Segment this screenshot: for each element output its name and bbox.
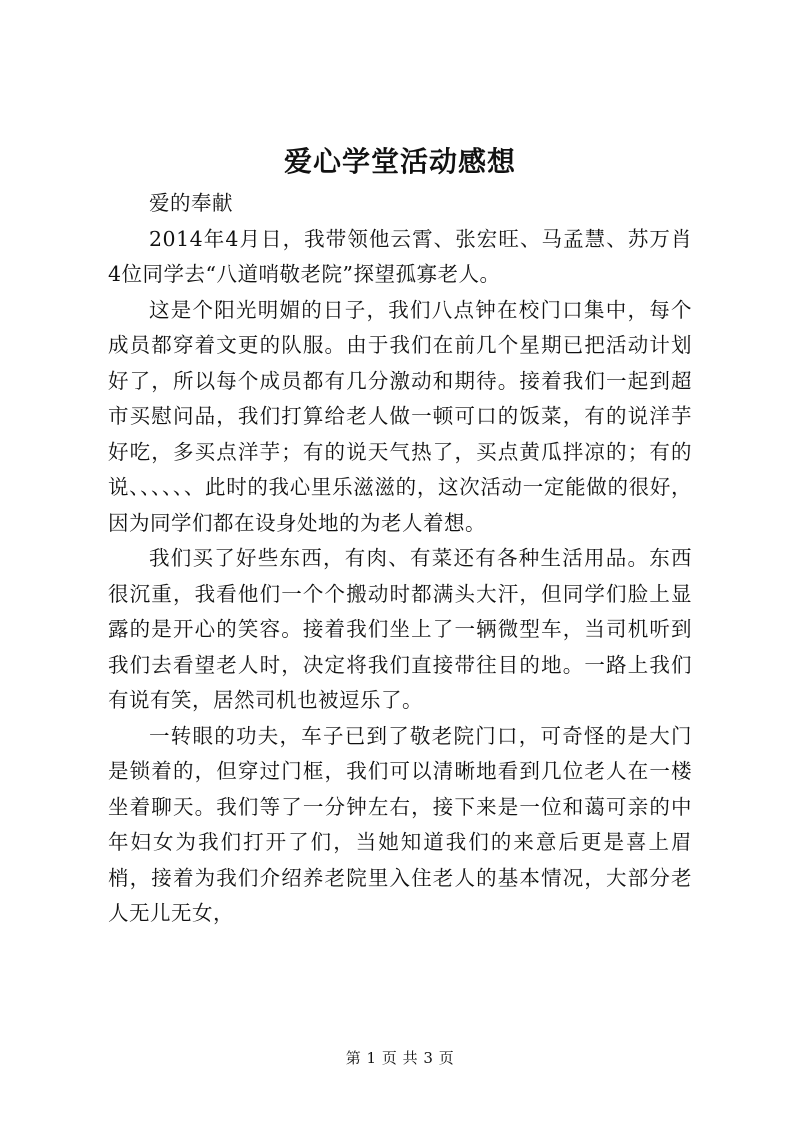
paragraph-subtitle: 爱的奉献 (149, 191, 233, 215)
document-body (108, 186, 692, 932)
paragraph: 这是个阳光明媚的日子，我们八点钟在校门口集中，每个成员都穿着文更的队服。由于我们在前几个星期已把活动计划好了，所以每个成员都有几分激动和期待。接着我们一起到超市买慰问品，我们打算给老人做一顿可口的饭菜，有的说洋芋好吃，多买点洋芋；有的说天气热了，买点黄瓜拌凉的；有的说、、、、、、此时的我心里乐滋滋的，这次活动一定能做的很好，因为同学们都在设身处地的为老人着想。 (108, 297, 692, 535)
page-title: 爱心学堂活动感想 (283, 145, 516, 178)
paragraph: 2014年4月日，我带领他云霄、张宏旺、马孟慧、苏万肖4位同学去“八道哨敬老院”探望孤寡老人。 (108, 226, 692, 286)
paragraph: 我们买了好些东西，有肉、有菜还有各种生活用品。东西很沉重，我看他们一个个搬动时都满头大汗，但同学们脸上显露的是开心的笑容。接着我们坐上了一辆微型车，当司机听到我们去看望老人时，决定将我们直接带往目的地。一路上我们有说有笑，居然司机也被逗乐了。 (108, 546, 692, 712)
page-number-footer: 第 1 页 共 3 页 (345, 1049, 455, 1067)
paragraph: 一转眼的功夫，车子已到了敬老院门口，可奇怪的是大门是锁着的，但穿过门框，我们可以清晰地看到几位老人在一楼坐着聊天。我们等了一分钟左右，接下来是一位和蔼可亲的中年妇女为我们打开了们，当她知道我们的来意后更是喜上眉梢，接着为我们介绍养老院里入住老人的基本情况，大部分老人无儿无女， (108, 723, 692, 925)
